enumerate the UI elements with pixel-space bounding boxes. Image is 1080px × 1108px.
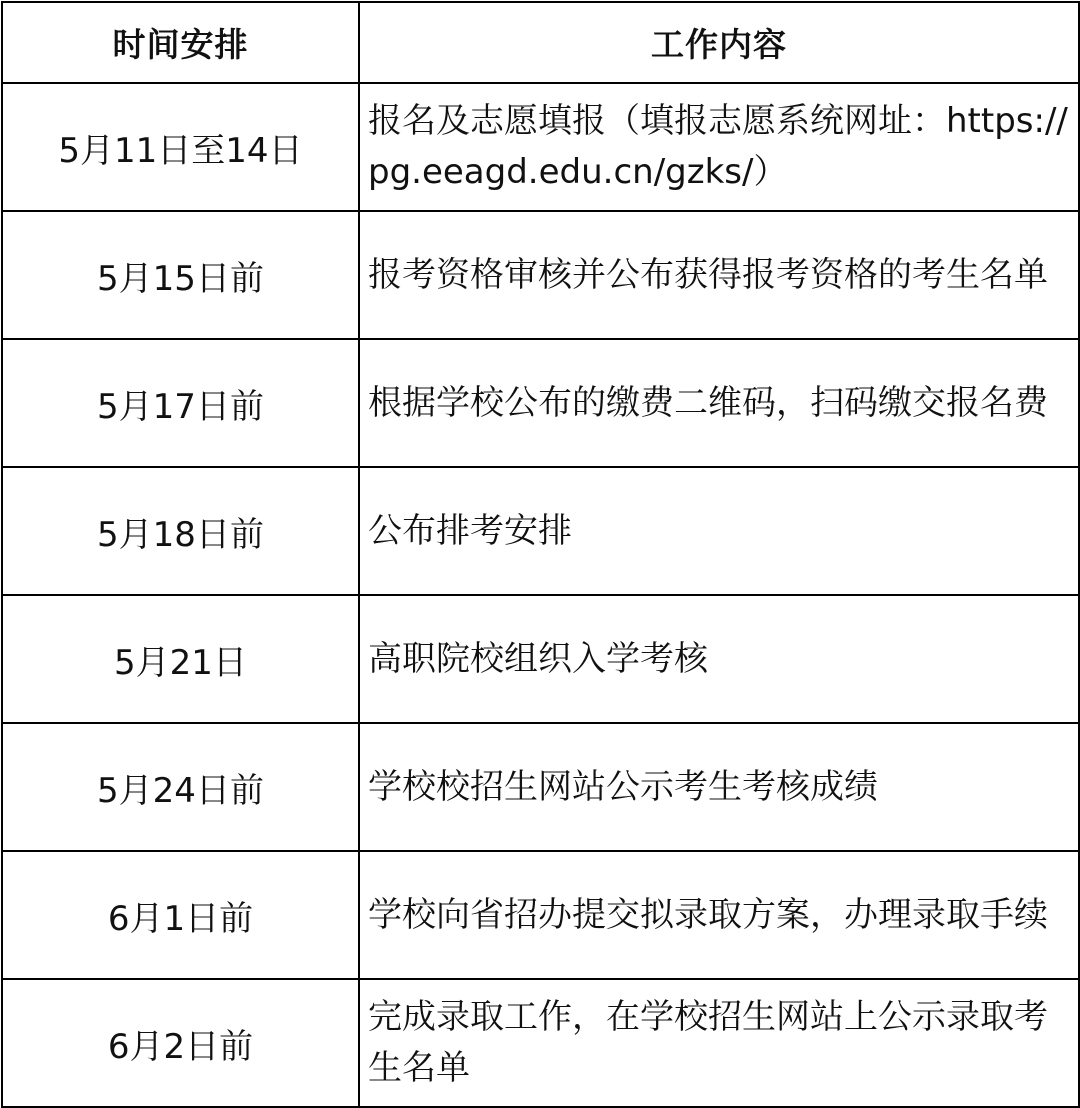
row-content: 根据学校公布的缴费二维码，扫码缴交报名费 [359, 339, 1079, 467]
header-time: 时间安排 [2, 2, 359, 83]
table-row [2, 979, 1079, 1107]
table-row [2, 467, 1079, 595]
table-header-row [2, 2, 1079, 83]
row-time: 5月17日前 [2, 339, 359, 467]
row-time: 5月24日前 [2, 723, 359, 851]
row-time: 5月18日前 [2, 467, 359, 595]
table-row [2, 851, 1079, 979]
table-row [2, 83, 1079, 211]
row-time: 6月2日前 [2, 979, 359, 1107]
row-content: 报名及志愿填报（填报志愿系统网址：https://pg.eeagd.edu.cn/gzks/） [359, 83, 1079, 211]
table-row [2, 339, 1079, 467]
row-content: 公布排考安排 [359, 467, 1079, 595]
row-time: 5月15日前 [2, 211, 359, 339]
row-time: 5月11日至14日 [2, 83, 359, 211]
table-row [2, 595, 1079, 723]
row-time: 6月1日前 [2, 851, 359, 979]
header-content: 工作内容 [359, 2, 1079, 83]
table-row [2, 211, 1079, 339]
row-content: 高职院校组织入学考核 [359, 595, 1079, 723]
table-row [2, 723, 1079, 851]
row-content: 完成录取工作，在学校招生网站上公示录取考生名单 [359, 979, 1079, 1107]
row-time: 5月21日 [2, 595, 359, 723]
row-content: 学校校招生网站公示考生考核成绩 [359, 723, 1079, 851]
row-content: 报考资格审核并公布获得报考资格的考生名单 [359, 211, 1079, 339]
schedule-table [1, 1, 1080, 1108]
row-content: 学校向省招办提交拟录取方案，办理录取手续 [359, 851, 1079, 979]
